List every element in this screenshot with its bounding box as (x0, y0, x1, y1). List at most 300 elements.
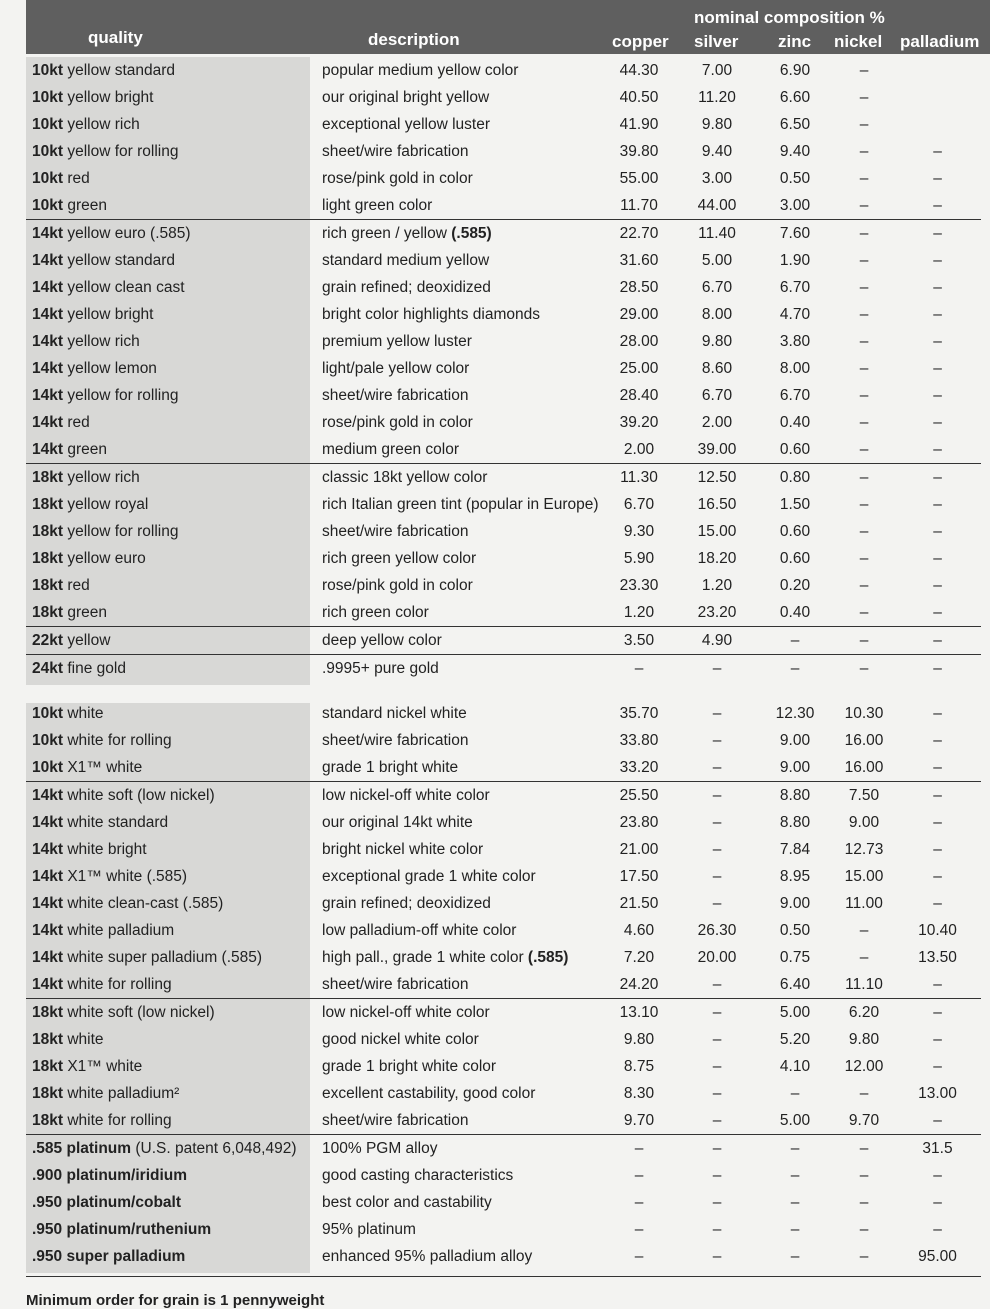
karat-label: 18kt (32, 468, 64, 486)
copper-cell: 6.70 (623, 495, 655, 513)
section-gap (26, 682, 981, 700)
quality-name: red (63, 576, 90, 594)
description-cell (310, 863, 600, 890)
quality-cell (26, 1216, 310, 1243)
zinc-cell: 1.50 (779, 495, 811, 513)
copper-cell: 8.30 (623, 1084, 655, 1102)
quality-cell (26, 464, 310, 492)
zinc-cell: 9.00 (779, 894, 811, 912)
nickel-cell: – (834, 655, 894, 683)
quality-name: yellow standard (63, 251, 176, 269)
nickel-cell: 10.30 (844, 704, 884, 722)
description-text: popular medium yellow color (322, 61, 519, 79)
table-row (26, 464, 981, 492)
description-cell (310, 301, 600, 328)
table-row (26, 192, 981, 220)
quality-name: X1™ white (63, 758, 143, 776)
nickel-cell: – (834, 464, 894, 492)
description-text: low nickel-off white color (322, 1003, 490, 1021)
table-row (26, 382, 981, 409)
karat-label: 14kt (32, 359, 64, 377)
zinc-cell: 6.60 (779, 88, 811, 106)
karat-label: 24kt (32, 659, 64, 677)
karat-label: 14kt (32, 840, 64, 858)
nickel-cell: 12.00 (844, 1057, 884, 1075)
description-text: low nickel-off white color (322, 786, 490, 804)
silver-cell: – (712, 840, 722, 858)
karat-label: 14kt (32, 786, 64, 804)
nickel-cell: – (859, 142, 869, 160)
copper-cell: 39.80 (619, 142, 659, 160)
zinc-cell: 5.20 (779, 1030, 811, 1048)
nickel-cell: – (859, 948, 869, 966)
quality-name: white soft (low nickel) (63, 1003, 215, 1021)
palladium-cell: – (933, 251, 942, 269)
palladium-cell: – (933, 549, 942, 567)
description-cell (310, 727, 600, 754)
karat-label: 22kt (32, 631, 64, 649)
description-cell (310, 138, 600, 165)
palladium-cell: – (933, 332, 942, 350)
silver-cell: – (712, 975, 722, 993)
quality-name: yellow rich (63, 115, 140, 133)
palladium-cell: – (933, 1220, 942, 1238)
quality-name: white for rolling (63, 731, 172, 749)
zinc-cell: 0.80 (756, 464, 834, 492)
copper-cell: 9.30 (623, 522, 655, 540)
description-text: our original 14kt white (322, 813, 473, 831)
description-text: grain refined; deoxidized (322, 278, 491, 296)
silver-cell: 7.00 (701, 61, 733, 79)
description-cell (310, 382, 600, 409)
silver-cell: – (712, 1030, 722, 1048)
palladium-cell: 10.40 (918, 921, 957, 939)
palladium-cell: – (933, 1193, 942, 1211)
zinc-cell: – (756, 1135, 834, 1163)
copper-cell: 33.80 (619, 731, 659, 749)
karat-label: .950 (32, 1193, 63, 1211)
copper-cell: – (600, 655, 678, 683)
zinc-cell: 6.40 (779, 975, 811, 993)
table-row (26, 1216, 981, 1243)
quality-name: red (63, 413, 90, 431)
karat-label: 18kt (32, 522, 64, 540)
description-cell (310, 782, 600, 810)
quality-cell (26, 111, 310, 138)
description-text: medium green color (322, 440, 459, 458)
description-cell (310, 1216, 600, 1243)
quality-name: yellow rich (63, 468, 140, 486)
table-row (26, 301, 981, 328)
description-emphasis: (.585) (446, 224, 492, 242)
nickel-cell: – (834, 627, 894, 655)
description-text: excellent castability, good color (322, 1084, 536, 1102)
nickel-cell: – (859, 1193, 869, 1211)
zinc-column-header: zinc (778, 32, 812, 51)
silver-cell: 16.50 (697, 495, 737, 513)
description-cell (310, 836, 600, 863)
quality-cell (26, 1162, 310, 1189)
nickel-column-header: nickel (834, 32, 883, 51)
zinc-cell: 4.70 (779, 305, 811, 323)
karat-label: 18kt (32, 1057, 64, 1075)
karat-label: 14kt (32, 948, 64, 966)
silver-cell: – (712, 758, 722, 776)
quality-cell (26, 999, 310, 1027)
table-row (26, 999, 981, 1027)
description-cell (310, 111, 600, 138)
palladium-cell: – (933, 386, 942, 404)
description-text: classic 18kt yellow color (322, 468, 488, 486)
palladium-cell: – (894, 627, 981, 655)
table-row (26, 836, 981, 863)
copper-cell: 11.70 (620, 196, 658, 214)
copper-cell: 23.80 (619, 813, 659, 831)
nickel-cell: – (859, 1084, 869, 1102)
palladium-cell: – (933, 603, 942, 621)
description-text: good nickel white color (322, 1030, 479, 1048)
palladium-cell: – (933, 440, 942, 458)
karat-label: 10kt (32, 88, 64, 106)
description-cell (310, 464, 600, 492)
zinc-cell: 0.60 (779, 522, 811, 540)
description-cell (310, 436, 600, 464)
copper-cell: 21.00 (619, 840, 659, 858)
palladium-cell: – (933, 1057, 942, 1075)
karat-label: 18kt (32, 549, 64, 567)
karat-label: 14kt (32, 975, 64, 993)
silver-cell: 1.20 (701, 576, 733, 594)
palladium-cell (894, 57, 981, 84)
copper-cell: 13.10 (600, 999, 678, 1027)
copper-cell: 9.80 (623, 1030, 655, 1048)
quality-cell (26, 138, 310, 165)
quality-cell (26, 192, 310, 220)
palladium-cell: – (894, 782, 981, 810)
palladium-cell: – (933, 867, 942, 885)
description-cell (310, 1080, 600, 1107)
quality-name: yellow euro (63, 549, 146, 567)
copper-cell: 35.70 (619, 704, 659, 722)
nickel-cell: 11.00 (845, 894, 883, 912)
metal-label: platinum/ruthenium (62, 1220, 212, 1238)
palladium-cell (894, 111, 981, 138)
quality-name: green (63, 440, 107, 458)
zinc-cell: 8.80 (779, 813, 811, 831)
description-cell (310, 220, 600, 248)
description-cell (310, 572, 600, 599)
silver-cell: – (712, 867, 722, 885)
description-cell (310, 655, 600, 683)
metal-label: super palladium (62, 1247, 186, 1265)
quality-cell (26, 84, 310, 111)
palladium-cell: – (933, 758, 942, 776)
silver-cell: 15.00 (697, 522, 737, 540)
description-text: .9995+ pure gold (322, 659, 439, 677)
karat-label: 14kt (32, 224, 64, 242)
description-text: exceptional yellow luster (322, 115, 491, 133)
copper-cell: 39.20 (619, 413, 659, 431)
table-end-rule (26, 1276, 981, 1277)
quality-name: white standard (63, 813, 169, 831)
zinc-cell: 0.50 (779, 921, 811, 939)
nickel-cell: 12.73 (844, 840, 884, 858)
description-text: rose/pink gold in color (322, 576, 473, 594)
description-cell (310, 491, 600, 518)
karat-label: 14kt (32, 813, 64, 831)
copper-cell: 7.20 (623, 948, 655, 966)
copper-cell: 28.40 (619, 386, 659, 404)
palladium-cell: – (894, 999, 981, 1027)
quality-cell (26, 836, 310, 863)
description-cell (310, 917, 600, 944)
zinc-cell: 6.50 (779, 115, 811, 133)
description-cell (310, 754, 600, 782)
copper-cell: – (634, 1247, 644, 1265)
karat-label: 18kt (32, 1003, 64, 1021)
nickel-cell: 16.00 (844, 731, 884, 749)
nickel-cell: – (859, 1166, 869, 1184)
nickel-cell: – (859, 278, 869, 296)
zinc-cell: 0.60 (779, 440, 811, 458)
zinc-cell: 4.10 (779, 1057, 811, 1075)
nickel-cell: – (859, 196, 869, 214)
nickel-cell: – (859, 603, 869, 621)
karat-label: 18kt (32, 576, 64, 594)
composition-group-header: nominal composition % (694, 8, 885, 27)
table-row (26, 111, 981, 138)
table-row (26, 599, 981, 627)
description-text: grain refined; deoxidized (322, 894, 491, 912)
description-column-header: description (368, 30, 460, 49)
silver-cell: – (712, 813, 722, 831)
table-row (26, 436, 981, 464)
description-text: light/pale yellow color (322, 359, 470, 377)
copper-cell: 1.20 (623, 603, 655, 621)
palladium-cell: – (933, 840, 942, 858)
quality-column-header: quality (88, 28, 143, 47)
quality-cell (26, 1026, 310, 1053)
copper-cell: 4.60 (623, 921, 655, 939)
table-row (26, 220, 981, 248)
quality-cell (26, 355, 310, 382)
description-cell (310, 518, 600, 545)
nickel-cell: – (859, 440, 869, 458)
quality-cell (26, 1053, 310, 1080)
description-cell (310, 1243, 600, 1270)
description-cell (310, 247, 600, 274)
quality-cell (26, 301, 310, 328)
table-row (26, 655, 981, 683)
copper-cell: 9.70 (623, 1111, 655, 1129)
quality-cell (26, 599, 310, 627)
table-row (26, 863, 981, 890)
palladium-cell: – (933, 169, 942, 187)
silver-cell: – (712, 1247, 722, 1265)
quality-cell (26, 409, 310, 436)
zinc-cell: 9.00 (779, 758, 811, 776)
palladium-cell: – (933, 894, 942, 912)
description-cell (310, 700, 600, 727)
karat-label: 10kt (32, 758, 64, 776)
metal-label: platinum/iridium (62, 1166, 188, 1184)
silver-cell: 20.00 (697, 948, 737, 966)
silver-cell: 8.60 (701, 359, 733, 377)
description-text: sheet/wire fabrication (322, 522, 469, 540)
description-text: rich Italian green tint (popular in Europe) (322, 495, 599, 513)
zinc-cell: 5.00 (779, 1111, 811, 1129)
zinc-cell: – (790, 1084, 800, 1102)
zinc-cell: 9.00 (779, 731, 811, 749)
quality-name: white (63, 1030, 104, 1048)
nickel-cell: 7.50 (834, 782, 894, 810)
quality-name: yellow lemon (63, 359, 157, 377)
palladium-cell: 31.5 (894, 1135, 981, 1163)
description-cell (310, 1162, 600, 1189)
quality-cell (26, 1080, 310, 1107)
zinc-cell: – (790, 1166, 800, 1184)
quality-name: yellow bright (63, 305, 154, 323)
quality-name: green (63, 196, 107, 214)
table-row (26, 1053, 981, 1080)
karat-label: 18kt (32, 1111, 64, 1129)
palladium-cell: – (933, 975, 942, 993)
copper-cell: 22.70 (600, 220, 678, 248)
karat-label: 14kt (32, 440, 64, 458)
table-row (26, 1080, 981, 1107)
quality-name: yellow for rolling (63, 522, 179, 540)
description-cell (310, 627, 600, 655)
copper-cell: 2.00 (623, 440, 655, 458)
quality-cell (26, 1107, 310, 1135)
table-row (26, 627, 981, 655)
silver-cell: – (678, 782, 756, 810)
description-text: sheet/wire fabrication (322, 975, 469, 993)
quality-name: white clean-cast (.585) (63, 894, 224, 912)
zinc-cell: 9.40 (779, 142, 811, 160)
table-row (26, 700, 981, 727)
description-text: exceptional grade 1 white color (322, 867, 536, 885)
quality-name: yellow clean cast (63, 278, 185, 296)
palladium-cell: – (933, 359, 942, 377)
zinc-cell: 3.00 (779, 196, 811, 214)
copper-cell: 23.30 (619, 576, 659, 594)
quality-cell (26, 545, 310, 572)
palladium-cell: – (894, 655, 981, 683)
karat-label: 14kt (32, 894, 64, 912)
palladium-cell: – (933, 576, 942, 594)
metal-label: platinum (62, 1139, 132, 1157)
description-text: enhanced 95% palladium alloy (322, 1247, 533, 1265)
nickel-cell: – (859, 413, 869, 431)
palladium-cell: – (933, 305, 942, 323)
zinc-cell: 6.90 (779, 61, 811, 79)
quality-name: yellow bright (63, 88, 154, 106)
nickel-cell: – (859, 549, 869, 567)
palladium-cell: – (933, 495, 942, 513)
nickel-cell: – (859, 115, 869, 133)
zinc-cell: – (790, 1193, 800, 1211)
nickel-cell: 9.80 (848, 1030, 880, 1048)
description-text: best color and castability (322, 1193, 492, 1211)
quality-cell (26, 1135, 310, 1163)
copper-cell: 25.50 (600, 782, 678, 810)
zinc-cell: 1.90 (779, 251, 811, 269)
description-text: grade 1 bright white (322, 758, 459, 776)
karat-label: 10kt (32, 115, 64, 133)
palladium-cell: – (933, 142, 942, 160)
nickel-cell: – (859, 359, 869, 377)
silver-cell: 12.50 (678, 464, 756, 492)
table-row (26, 971, 981, 999)
quality-name: X1™ white (.585) (63, 867, 188, 885)
copper-cell: 33.20 (619, 758, 659, 776)
karat-label: 14kt (32, 386, 64, 404)
copper-cell: 55.00 (619, 169, 659, 187)
table-row (26, 1189, 981, 1216)
table-row (26, 491, 981, 518)
zinc-cell: 8.95 (779, 867, 811, 885)
zinc-cell: 0.75 (779, 948, 811, 966)
quality-name: white (63, 704, 104, 722)
table-row (26, 1026, 981, 1053)
nickel-cell: 6.20 (834, 999, 894, 1027)
table-row (26, 355, 981, 382)
description-cell (310, 999, 600, 1027)
palladium-cell: – (933, 413, 942, 431)
karat-label: .950 (32, 1247, 63, 1265)
table-header (26, 0, 990, 54)
alloy-composition-table (26, 57, 981, 1270)
palladium-cell: – (933, 813, 942, 831)
description-cell (310, 809, 600, 836)
description-text: 100% PGM alloy (322, 1139, 438, 1157)
silver-cell: 9.40 (701, 142, 733, 160)
silver-cell: 3.00 (701, 169, 733, 187)
palladium-cell: – (933, 278, 942, 296)
zinc-cell: 6.70 (779, 386, 811, 404)
palladium-cell: 13.50 (918, 948, 957, 966)
nickel-cell: – (859, 61, 869, 79)
description-cell (310, 274, 600, 301)
zinc-cell: 0.40 (779, 603, 811, 621)
nickel-cell: – (859, 386, 869, 404)
karat-label: 14kt (32, 921, 64, 939)
description-text: sheet/wire fabrication (322, 142, 469, 160)
zinc-cell: 0.40 (779, 413, 811, 431)
quality-name: yellow royal (63, 495, 149, 513)
karat-label: 10kt (32, 61, 64, 79)
quality-cell (26, 165, 310, 192)
silver-cell: 11.20 (698, 88, 736, 106)
description-cell (310, 328, 600, 355)
description-emphasis: (.585) (523, 948, 569, 966)
quality-name: yellow euro (.585) (63, 224, 191, 242)
karat-label: 14kt (32, 332, 64, 350)
nickel-cell: – (834, 220, 894, 248)
table-row (26, 274, 981, 301)
description-cell (310, 1189, 600, 1216)
description-text: rich green color (322, 603, 429, 621)
quality-cell (26, 328, 310, 355)
karat-label: 18kt (32, 495, 64, 513)
silver-cell: 23.20 (697, 603, 737, 621)
palladium-cell: – (933, 196, 942, 214)
description-text: sheet/wire fabrication (322, 1111, 469, 1129)
description-cell (310, 599, 600, 627)
quality-cell (26, 890, 310, 917)
copper-cell: 29.00 (619, 305, 659, 323)
